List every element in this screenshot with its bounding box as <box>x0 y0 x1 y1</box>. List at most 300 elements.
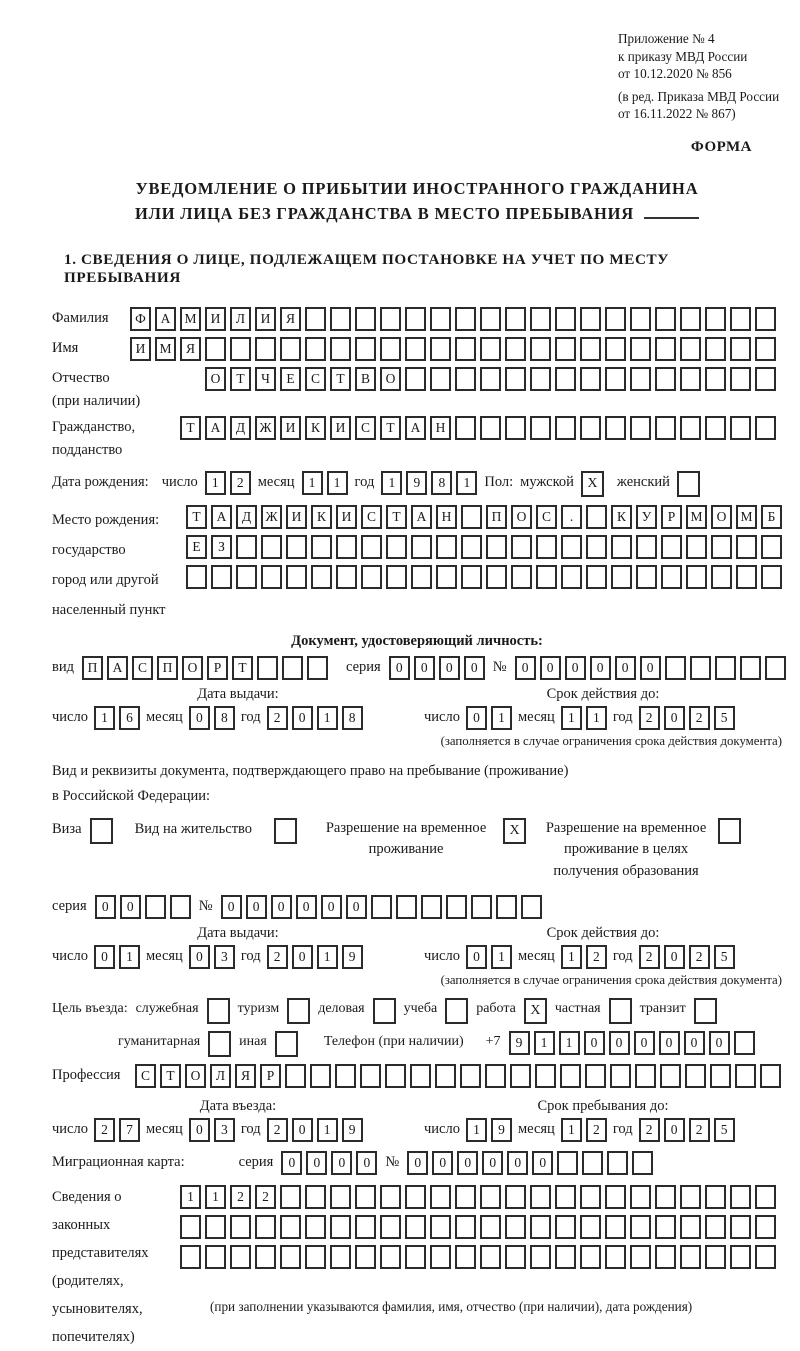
char-box[interactable] <box>686 565 707 589</box>
char-box[interactable]: 0 <box>507 1151 528 1175</box>
char-box[interactable] <box>730 1215 751 1239</box>
char-box[interactable]: 5 <box>714 945 735 969</box>
char-box[interactable]: А <box>205 416 226 440</box>
char-box[interactable] <box>505 307 526 331</box>
char-box[interactable] <box>282 656 303 680</box>
char-box[interactable] <box>661 565 682 589</box>
char-box[interactable] <box>461 535 482 559</box>
char-box[interactable]: Т <box>380 416 401 440</box>
char-box[interactable] <box>405 1245 426 1269</box>
char-box[interactable] <box>360 1064 381 1088</box>
char-box[interactable]: 0 <box>615 656 636 680</box>
char-box[interactable]: И <box>336 505 357 529</box>
char-box[interactable]: 8 <box>214 706 235 730</box>
char-box[interactable] <box>730 416 751 440</box>
char-box[interactable] <box>736 535 757 559</box>
char-box[interactable] <box>705 416 726 440</box>
temp-residence-education-checkbox[interactable] <box>718 818 741 844</box>
char-box[interactable]: 1 <box>317 945 338 969</box>
char-box[interactable] <box>655 1215 676 1239</box>
char-box[interactable]: Е <box>186 535 207 559</box>
char-box[interactable] <box>530 367 551 391</box>
char-box[interactable] <box>255 1215 276 1239</box>
char-box[interactable] <box>255 337 276 361</box>
char-box[interactable] <box>705 1245 726 1269</box>
char-box[interactable]: О <box>711 505 732 529</box>
char-box[interactable]: 1 <box>205 471 226 495</box>
char-box[interactable] <box>755 1185 776 1209</box>
char-box[interactable]: 0 <box>664 706 685 730</box>
char-box[interactable] <box>355 337 376 361</box>
char-box[interactable] <box>455 307 476 331</box>
char-box[interactable] <box>586 565 607 589</box>
char-box[interactable] <box>255 1245 276 1269</box>
char-box[interactable] <box>755 337 776 361</box>
char-box[interactable] <box>755 307 776 331</box>
char-box[interactable]: 1 <box>94 706 115 730</box>
char-box[interactable]: 0 <box>640 656 661 680</box>
purpose-private-checkbox[interactable] <box>609 998 632 1024</box>
char-box[interactable] <box>405 307 426 331</box>
char-box[interactable] <box>411 535 432 559</box>
char-box[interactable]: О <box>205 367 226 391</box>
char-box[interactable] <box>145 895 166 919</box>
char-box[interactable] <box>480 367 501 391</box>
char-box[interactable] <box>636 535 657 559</box>
char-box[interactable] <box>455 337 476 361</box>
char-box[interactable] <box>755 1245 776 1269</box>
char-box[interactable] <box>605 1215 626 1239</box>
char-box[interactable]: Б <box>761 505 782 529</box>
char-box[interactable]: Ф <box>130 307 151 331</box>
char-box[interactable] <box>436 535 457 559</box>
char-box[interactable] <box>355 1215 376 1239</box>
char-box[interactable]: 2 <box>689 706 710 730</box>
char-box[interactable] <box>555 1185 576 1209</box>
char-box[interactable]: 0 <box>515 656 536 680</box>
char-box[interactable] <box>580 1185 601 1209</box>
char-box[interactable]: 6 <box>119 706 140 730</box>
char-box[interactable]: 1 <box>381 471 402 495</box>
char-box[interactable] <box>430 1185 451 1209</box>
char-box[interactable]: 0 <box>684 1031 705 1055</box>
char-box[interactable]: 1 <box>561 945 582 969</box>
char-box[interactable] <box>330 307 351 331</box>
residence-permit-checkbox[interactable] <box>274 818 297 844</box>
char-box[interactable] <box>610 1064 631 1088</box>
char-box[interactable]: 0 <box>189 945 210 969</box>
char-box[interactable]: О <box>511 505 532 529</box>
purpose-other-checkbox[interactable] <box>275 1031 298 1057</box>
char-box[interactable] <box>536 565 557 589</box>
char-box[interactable] <box>655 307 676 331</box>
char-box[interactable] <box>355 307 376 331</box>
char-box[interactable] <box>580 1215 601 1239</box>
char-box[interactable]: С <box>355 416 376 440</box>
char-box[interactable] <box>380 307 401 331</box>
char-box[interactable]: Т <box>232 656 253 680</box>
char-box[interactable] <box>665 656 686 680</box>
char-box[interactable]: И <box>280 416 301 440</box>
char-box[interactable] <box>430 1215 451 1239</box>
char-box[interactable] <box>336 565 357 589</box>
char-box[interactable] <box>305 1185 326 1209</box>
char-box[interactable] <box>605 307 626 331</box>
char-box[interactable] <box>380 1245 401 1269</box>
char-box[interactable]: Р <box>661 505 682 529</box>
char-box[interactable] <box>561 535 582 559</box>
char-box[interactable] <box>371 895 392 919</box>
char-box[interactable]: С <box>305 367 326 391</box>
char-box[interactable] <box>310 1064 331 1088</box>
char-box[interactable] <box>555 416 576 440</box>
char-box[interactable] <box>511 535 532 559</box>
char-box[interactable] <box>485 1064 506 1088</box>
char-box[interactable]: 2 <box>689 1118 710 1142</box>
char-box[interactable]: 2 <box>230 471 251 495</box>
char-box[interactable] <box>186 565 207 589</box>
char-box[interactable] <box>711 535 732 559</box>
char-box[interactable]: А <box>411 505 432 529</box>
char-box[interactable] <box>585 1064 606 1088</box>
char-box[interactable] <box>230 1245 251 1269</box>
char-box[interactable] <box>530 337 551 361</box>
char-box[interactable]: 2 <box>255 1185 276 1209</box>
char-box[interactable]: П <box>82 656 103 680</box>
char-box[interactable]: 9 <box>342 945 363 969</box>
char-box[interactable]: 1 <box>561 1118 582 1142</box>
char-box[interactable] <box>705 1215 726 1239</box>
char-box[interactable]: Т <box>186 505 207 529</box>
char-box[interactable]: 2 <box>639 706 660 730</box>
char-box[interactable] <box>555 337 576 361</box>
char-box[interactable] <box>311 535 332 559</box>
purpose-work-checkbox[interactable]: X <box>524 998 547 1024</box>
char-box[interactable]: 0 <box>331 1151 352 1175</box>
char-box[interactable] <box>261 535 282 559</box>
char-box[interactable]: 0 <box>664 1118 685 1142</box>
char-box[interactable] <box>380 1185 401 1209</box>
char-box[interactable] <box>605 1185 626 1209</box>
char-box[interactable] <box>555 1245 576 1269</box>
char-box[interactable]: 8 <box>342 706 363 730</box>
char-box[interactable] <box>705 307 726 331</box>
char-box[interactable]: 2 <box>639 945 660 969</box>
char-box[interactable] <box>411 565 432 589</box>
char-box[interactable] <box>736 565 757 589</box>
char-box[interactable]: 5 <box>714 706 735 730</box>
char-box[interactable] <box>655 337 676 361</box>
purpose-transit-checkbox[interactable] <box>694 998 717 1024</box>
purpose-humanitarian-checkbox[interactable] <box>208 1031 231 1057</box>
char-box[interactable] <box>486 565 507 589</box>
char-box[interactable] <box>330 1185 351 1209</box>
char-box[interactable]: 8 <box>431 471 452 495</box>
char-box[interactable] <box>305 1245 326 1269</box>
char-box[interactable] <box>705 367 726 391</box>
char-box[interactable] <box>661 535 682 559</box>
char-box[interactable] <box>280 337 301 361</box>
char-box[interactable]: 2 <box>94 1118 115 1142</box>
char-box[interactable] <box>405 337 426 361</box>
char-box[interactable] <box>280 1245 301 1269</box>
char-box[interactable]: 0 <box>664 945 685 969</box>
char-box[interactable]: 0 <box>659 1031 680 1055</box>
char-box[interactable] <box>510 1064 531 1088</box>
char-box[interactable] <box>335 1064 356 1088</box>
char-box[interactable]: 0 <box>466 706 487 730</box>
char-box[interactable]: 1 <box>466 1118 487 1142</box>
char-box[interactable] <box>755 367 776 391</box>
char-box[interactable] <box>730 367 751 391</box>
char-box[interactable]: 0 <box>321 895 342 919</box>
char-box[interactable]: 0 <box>414 656 435 680</box>
char-box[interactable] <box>311 565 332 589</box>
char-box[interactable] <box>680 1245 701 1269</box>
char-box[interactable]: 2 <box>639 1118 660 1142</box>
char-box[interactable]: Т <box>330 367 351 391</box>
char-box[interactable] <box>530 307 551 331</box>
char-box[interactable] <box>455 367 476 391</box>
char-box[interactable]: Т <box>230 367 251 391</box>
visa-checkbox[interactable] <box>90 818 113 844</box>
char-box[interactable] <box>211 565 232 589</box>
char-box[interactable]: 0 <box>246 895 267 919</box>
char-box[interactable] <box>505 1185 526 1209</box>
char-box[interactable]: 1 <box>119 945 140 969</box>
char-box[interactable] <box>305 307 326 331</box>
char-box[interactable] <box>307 656 328 680</box>
char-box[interactable] <box>505 1215 526 1239</box>
purpose-tourism-checkbox[interactable] <box>287 998 310 1024</box>
char-box[interactable]: И <box>205 307 226 331</box>
char-box[interactable] <box>511 565 532 589</box>
char-box[interactable] <box>336 535 357 559</box>
char-box[interactable] <box>496 895 517 919</box>
char-box[interactable]: О <box>185 1064 206 1088</box>
char-box[interactable] <box>680 416 701 440</box>
char-box[interactable] <box>305 1215 326 1239</box>
char-box[interactable] <box>730 1245 751 1269</box>
char-box[interactable] <box>580 307 601 331</box>
char-box[interactable] <box>460 1064 481 1088</box>
char-box[interactable] <box>170 895 191 919</box>
char-box[interactable]: 2 <box>689 945 710 969</box>
char-box[interactable]: Я <box>280 307 301 331</box>
char-box[interactable]: 9 <box>342 1118 363 1142</box>
char-box[interactable] <box>205 1215 226 1239</box>
char-box[interactable] <box>686 535 707 559</box>
char-box[interactable]: 0 <box>634 1031 655 1055</box>
char-box[interactable] <box>655 416 676 440</box>
char-box[interactable]: П <box>157 656 178 680</box>
char-box[interactable]: 9 <box>491 1118 512 1142</box>
char-box[interactable] <box>355 1245 376 1269</box>
char-box[interactable]: 1 <box>491 945 512 969</box>
char-box[interactable] <box>755 416 776 440</box>
char-box[interactable] <box>636 565 657 589</box>
char-box[interactable] <box>205 337 226 361</box>
char-box[interactable] <box>461 565 482 589</box>
char-box[interactable]: 7 <box>119 1118 140 1142</box>
char-box[interactable] <box>461 505 482 529</box>
char-box[interactable]: М <box>155 337 176 361</box>
char-box[interactable] <box>486 535 507 559</box>
char-box[interactable] <box>555 1215 576 1239</box>
char-box[interactable] <box>555 307 576 331</box>
char-box[interactable] <box>680 1185 701 1209</box>
char-box[interactable]: Н <box>430 416 451 440</box>
char-box[interactable] <box>730 1185 751 1209</box>
char-box[interactable] <box>436 565 457 589</box>
char-box[interactable]: К <box>611 505 632 529</box>
char-box[interactable]: 1 <box>559 1031 580 1055</box>
char-box[interactable]: Р <box>207 656 228 680</box>
char-box[interactable] <box>710 1064 731 1088</box>
char-box[interactable] <box>630 1245 651 1269</box>
char-box[interactable]: 1 <box>317 706 338 730</box>
char-box[interactable] <box>685 1064 706 1088</box>
sex-male-checkbox[interactable]: X <box>581 471 604 497</box>
char-box[interactable]: 2 <box>267 1118 288 1142</box>
char-box[interactable] <box>680 1215 701 1239</box>
char-box[interactable] <box>535 1064 556 1088</box>
char-box[interactable] <box>630 416 651 440</box>
char-box[interactable] <box>605 367 626 391</box>
char-box[interactable]: 0 <box>306 1151 327 1175</box>
char-box[interactable]: 1 <box>180 1185 201 1209</box>
char-box[interactable]: И <box>286 505 307 529</box>
char-box[interactable]: С <box>135 1064 156 1088</box>
char-box[interactable] <box>480 1215 501 1239</box>
char-box[interactable] <box>230 1215 251 1239</box>
char-box[interactable] <box>630 1185 651 1209</box>
sex-female-checkbox[interactable] <box>677 471 700 497</box>
char-box[interactable]: 1 <box>205 1185 226 1209</box>
char-box[interactable]: Н <box>436 505 457 529</box>
char-box[interactable] <box>730 307 751 331</box>
purpose-study-checkbox[interactable] <box>445 998 468 1024</box>
char-box[interactable]: 1 <box>327 471 348 495</box>
char-box[interactable] <box>261 565 282 589</box>
char-box[interactable] <box>505 1245 526 1269</box>
char-box[interactable] <box>385 1064 406 1088</box>
char-box[interactable]: 0 <box>346 895 367 919</box>
char-box[interactable]: 0 <box>709 1031 730 1055</box>
char-box[interactable] <box>286 535 307 559</box>
char-box[interactable]: 1 <box>561 706 582 730</box>
char-box[interactable]: Т <box>180 416 201 440</box>
char-box[interactable]: В <box>355 367 376 391</box>
char-box[interactable]: 0 <box>464 656 485 680</box>
char-box[interactable] <box>680 307 701 331</box>
char-box[interactable]: 0 <box>466 945 487 969</box>
char-box[interactable]: Ч <box>255 367 276 391</box>
char-box[interactable]: О <box>380 367 401 391</box>
char-box[interactable] <box>480 416 501 440</box>
char-box[interactable]: 1 <box>586 706 607 730</box>
char-box[interactable] <box>536 535 557 559</box>
char-box[interactable] <box>755 1215 776 1239</box>
char-box[interactable]: 1 <box>491 706 512 730</box>
purpose-business-checkbox[interactable] <box>373 998 396 1024</box>
char-box[interactable] <box>455 1215 476 1239</box>
char-box[interactable] <box>480 1245 501 1269</box>
char-box[interactable]: 1 <box>456 471 477 495</box>
char-box[interactable] <box>330 1215 351 1239</box>
char-box[interactable] <box>236 565 257 589</box>
char-box[interactable] <box>730 337 751 361</box>
char-box[interactable] <box>630 367 651 391</box>
char-box[interactable]: Т <box>160 1064 181 1088</box>
char-box[interactable] <box>655 1245 676 1269</box>
char-box[interactable]: 0 <box>292 706 313 730</box>
char-box[interactable]: 5 <box>714 1118 735 1142</box>
char-box[interactable]: А <box>405 416 426 440</box>
char-box[interactable] <box>630 337 651 361</box>
char-box[interactable] <box>480 307 501 331</box>
char-box[interactable] <box>735 1064 756 1088</box>
char-box[interactable]: 0 <box>292 1118 313 1142</box>
char-box[interactable]: 0 <box>271 895 292 919</box>
char-box[interactable]: 0 <box>584 1031 605 1055</box>
char-box[interactable] <box>180 1215 201 1239</box>
char-box[interactable] <box>580 367 601 391</box>
char-box[interactable]: 1 <box>317 1118 338 1142</box>
char-box[interactable] <box>586 505 607 529</box>
char-box[interactable] <box>430 367 451 391</box>
char-box[interactable]: 3 <box>214 945 235 969</box>
char-box[interactable] <box>236 535 257 559</box>
char-box[interactable] <box>380 1215 401 1239</box>
char-box[interactable]: П <box>486 505 507 529</box>
char-box[interactable]: Ж <box>255 416 276 440</box>
char-box[interactable] <box>396 895 417 919</box>
char-box[interactable] <box>380 337 401 361</box>
char-box[interactable] <box>530 1215 551 1239</box>
char-box[interactable] <box>455 416 476 440</box>
char-box[interactable] <box>605 416 626 440</box>
char-box[interactable] <box>405 1215 426 1239</box>
char-box[interactable] <box>635 1064 656 1088</box>
char-box[interactable] <box>580 337 601 361</box>
char-box[interactable] <box>530 1185 551 1209</box>
char-box[interactable] <box>421 895 442 919</box>
char-box[interactable] <box>286 565 307 589</box>
char-box[interactable]: И <box>255 307 276 331</box>
char-box[interactable] <box>330 337 351 361</box>
char-box[interactable]: И <box>130 337 151 361</box>
char-box[interactable] <box>580 416 601 440</box>
char-box[interactable] <box>611 565 632 589</box>
char-box[interactable] <box>711 565 732 589</box>
char-box[interactable]: 0 <box>609 1031 630 1055</box>
char-box[interactable] <box>405 367 426 391</box>
char-box[interactable] <box>361 565 382 589</box>
char-box[interactable] <box>660 1064 681 1088</box>
char-box[interactable] <box>705 337 726 361</box>
char-box[interactable]: Т <box>386 505 407 529</box>
char-box[interactable]: К <box>305 416 326 440</box>
char-box[interactable] <box>530 416 551 440</box>
char-box[interactable] <box>455 1185 476 1209</box>
char-box[interactable]: 0 <box>221 895 242 919</box>
char-box[interactable]: . <box>561 505 582 529</box>
char-box[interactable]: М <box>180 307 201 331</box>
char-box[interactable]: 2 <box>230 1185 251 1209</box>
char-box[interactable]: 0 <box>432 1151 453 1175</box>
char-box[interactable]: 9 <box>406 471 427 495</box>
